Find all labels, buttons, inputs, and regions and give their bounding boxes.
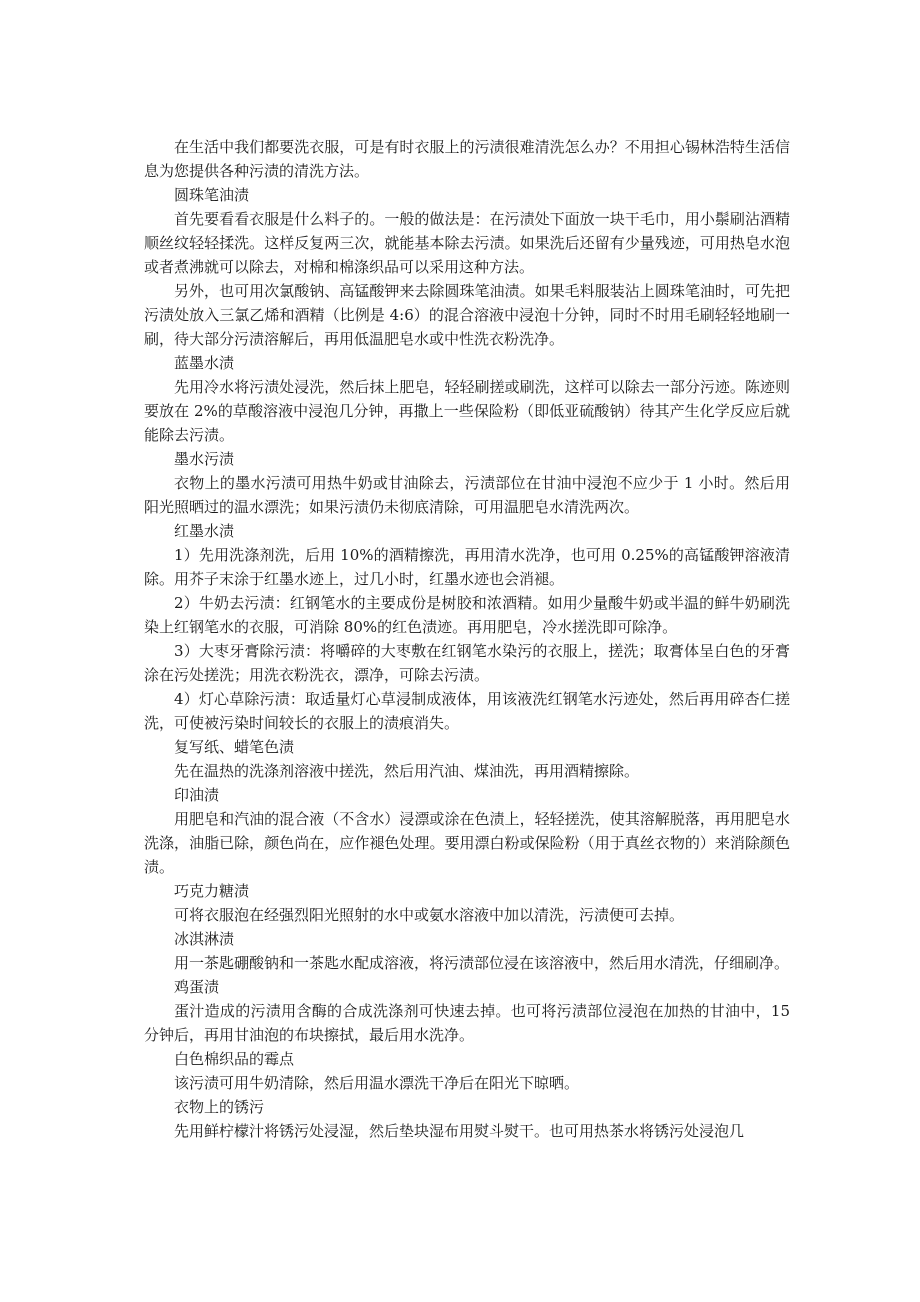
- list-item: 4）灯心草除污渍：取适量灯心草浸制成液体，用该液洗红钢笔水污迹处，然后再用碎杏仁搓洗，可使被污染时间较长的衣服上的渍痕消失。: [144, 690, 790, 732]
- section-heading-blue-ink: 蓝墨水渍: [174, 354, 235, 372]
- section-heading-ink-stain: 墨水污渍: [174, 450, 235, 468]
- section-heading-carbon-crayon: 复写纸、蜡笔色渍: [174, 738, 295, 756]
- section-heading-ballpoint-ink: 圆珠笔油渍: [174, 186, 250, 204]
- paragraph: 先用鲜柠檬汁将锈污处浸湿，然后垫块湿布用熨斗熨干。也可用热茶水将锈污处浸泡几: [174, 1122, 745, 1140]
- paragraph: 该污渍可用牛奶清除，然后用温水漂洗干净后在阳光下晾晒。: [174, 1074, 580, 1092]
- section-heading-red-ink: 红墨水渍: [174, 522, 235, 540]
- document-body: [144, 135, 790, 1143]
- paragraph: 用一茶匙硼酸钠和一茶匙水配成溶液，将污渍部位浸在该溶液中，然后用水清洗，仔细刷净。: [174, 954, 790, 972]
- paragraph: 衣物上的墨水污渍可用热牛奶或甘油除去，污渍部位在甘油中浸泡不应少于 1 小时。然后用阳光照晒过的温水漂洗；如果污渍仍未彻底清除，可用温肥皂水清洗两次。: [144, 474, 790, 516]
- paragraph: 可将衣服泡在经强烈阳光照射的水中或氨水溶液中加以清洗，污渍便可去掉。: [174, 906, 685, 924]
- paragraph: 首先要看看衣服是什么料子的。一般的做法是：在污渍处下面放一块干毛巾，用小鬃刷沾酒精顺丝纹轻轻揉洗。这样反复两三次，就能基本除去污渍。如果洗后还留有少量残迹，可用热皂水泡或者煮沸就可以除去，对棉和棉涤织品可以采用这种方法。: [144, 210, 790, 276]
- paragraph: 蛋汁造成的污渍用含酶的合成洗涤剂可快速去掉。也可将污渍部位浸泡在加热的甘油中，15 分钟后，再用甘油泡的布块擦拭，最后用水洗净。: [144, 1002, 790, 1044]
- list-item: 3）大枣牙膏除污渍：将嚼碎的大枣敷在红钢笔水染污的衣服上，搓洗；取膏体呈白色的牙膏涂在污处搓洗；用洗衣粉洗衣，漂净，可除去污渍。: [144, 642, 790, 684]
- section-heading-rust: 衣物上的锈污: [174, 1098, 265, 1116]
- paragraph: 先用冷水将污渍处浸洗，然后抹上肥皂，轻轻刷搓或刷洗，这样可以除去一部分污迹。陈迹则要放在 2%的草酸溶液中浸泡几分钟，再撒上一些保险粉（即低亚硫酸钠）待其产生化学反应后就能除去污渍。: [144, 378, 790, 444]
- intro-paragraph: 在生活中我们都要洗衣服，可是有时衣服上的污渍很难清洗怎么办？不用担心锡林浩特生活信息为您提供各种污渍的清洗方法。: [144, 138, 790, 180]
- paragraph: 用肥皂和汽油的混合液（不含水）浸漂或涂在色渍上，轻轻搓洗，使其溶解脱落，再用肥皂水洗涤，油脂已除，颜色尚在，应作褪色处理。要用漂白粉或保险粉（用于真丝衣物的）来消除颜色渍。: [144, 810, 790, 876]
- paragraph: 先在温热的洗涤剂溶液中搓洗，然后用汽油、煤油洗，再用酒精擦除。: [174, 762, 640, 780]
- list-item: 1）先用洗涤剂洗，后用 10%的酒精擦洗，再用清水洗净，也可用 0.25%的高锰酸钾溶液清除。用芥子末涂于红墨水迹上，过几小时，红墨水迹也会消褪。: [144, 546, 790, 588]
- section-heading-egg: 鸡蛋渍: [174, 978, 220, 996]
- paragraph: 另外，也可用次氯酸钠、高锰酸钾来去除圆珠笔油渍。如果毛料服装沾上圆珠笔油时，可先把污渍处放入三氯乙烯和酒精（比例是 4:6）的混合溶液中浸泡十分钟，同时不时用毛刷轻轻地刷一刷，待大部分污渍溶解后，再用低温肥皂水或中性洗衣粉洗净。: [144, 282, 790, 348]
- section-heading-stamp-ink: 印油渍: [174, 786, 220, 804]
- section-heading-ice-cream: 冰淇淋渍: [174, 930, 235, 948]
- section-heading-mildew: 白色棉织品的霉点: [174, 1050, 295, 1068]
- section-heading-chocolate: 巧克力糖渍: [174, 882, 250, 900]
- list-item: 2）牛奶去污渍：红钢笔水的主要成份是树胶和浓酒精。如用少量酸牛奶或半温的鲜牛奶刷洗染上红钢笔水的衣服，可消除 80%的红色渍迹。再用肥皂，冷水搓洗即可除净。: [144, 594, 790, 636]
